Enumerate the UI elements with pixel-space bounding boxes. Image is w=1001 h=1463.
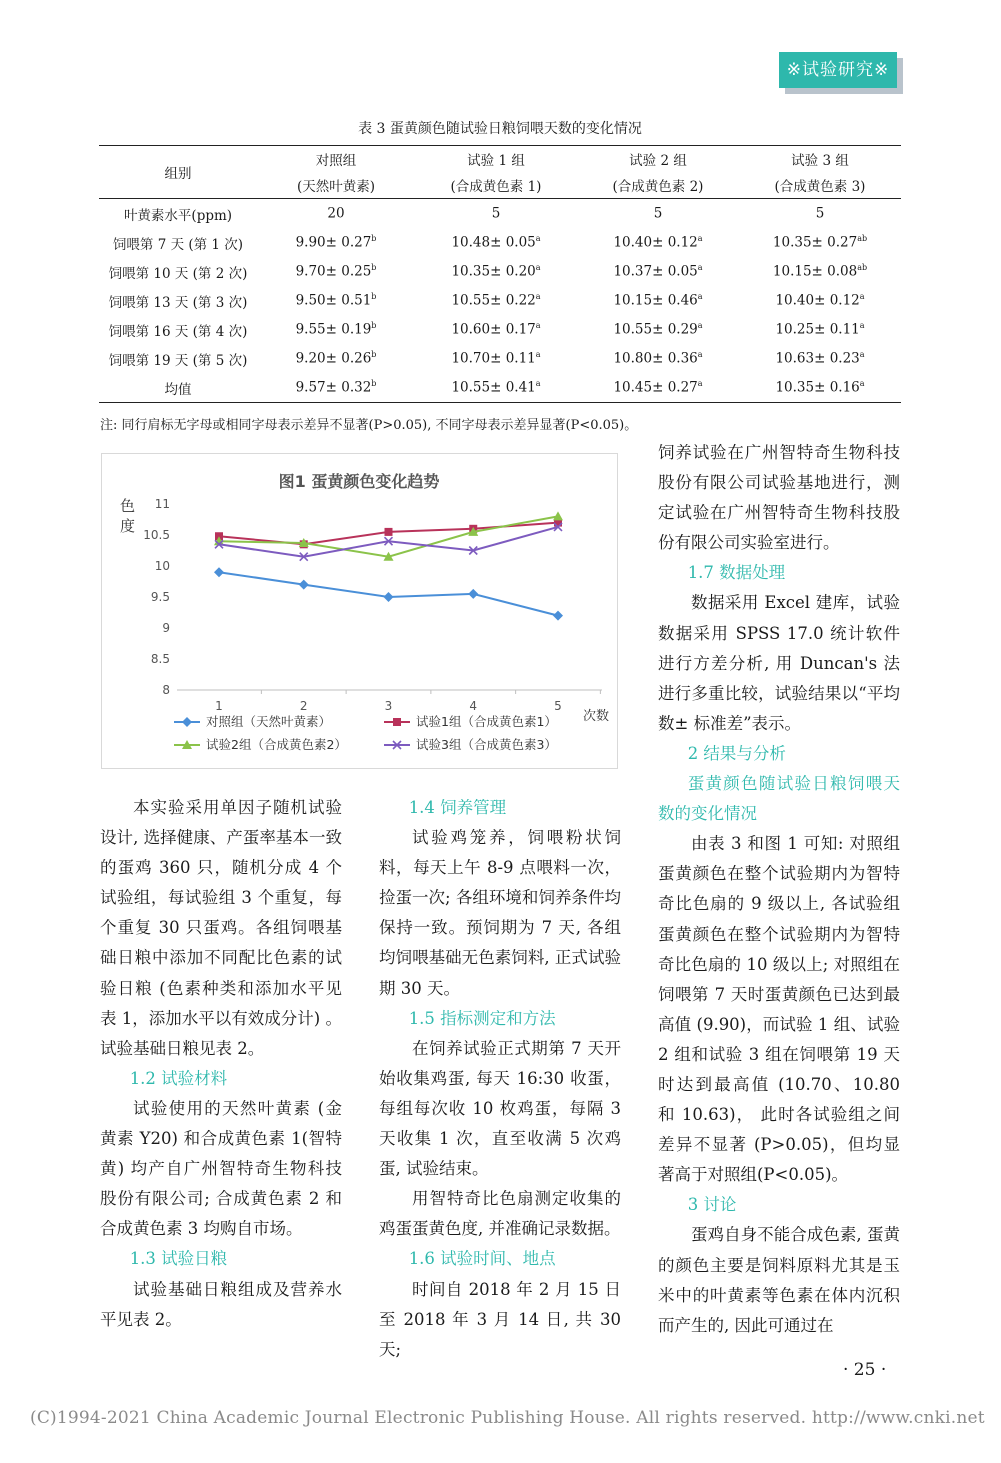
cell-value: 10.63± 0.23 — [775, 350, 860, 367]
y-tick-label: 9.5 — [150, 590, 170, 604]
x-axis-ticks — [215, 690, 600, 713]
table-cell — [739, 373, 901, 403]
paragraph: 在饲养试验正式期第 7 天开始收集鸡蛋, 每天 16:30 收蛋，每组每次收 10 枚鸡蛋，每隔 3 天收集 1 次，直至收满 5 次鸡蛋, 试验结束。 — [379, 1038, 621, 1179]
heading-2-1: 蛋黄颜色随试验日粮饲喂天数的变化情况 — [658, 774, 900, 824]
table-cell — [577, 344, 739, 373]
data-table — [99, 145, 901, 403]
table-cell — [415, 199, 577, 229]
row-label: 饲喂第 7 天 (第 1 次) — [112, 236, 244, 253]
middle-column — [379, 793, 621, 1365]
y-tick-label: 11 — [154, 497, 170, 511]
cell-significance-letter: a — [535, 292, 541, 302]
table-cell — [257, 315, 415, 344]
heading-1-3: 1.3 试验日粮 — [129, 1249, 228, 1269]
cell-value: 10.35± 0.20 — [451, 263, 536, 280]
cell-value: 10.37± 0.05 — [613, 263, 698, 280]
section-badge: ※试验研究※ — [779, 52, 897, 88]
y-tick-label: 10.5 — [143, 528, 170, 542]
table-cell — [577, 286, 739, 315]
data-point — [553, 611, 563, 621]
header-sub-0: (天然叶黄素) — [296, 179, 376, 195]
cell-significance-letter: a — [535, 263, 541, 273]
paragraph: 试验鸡笼养，饲喂粉状饲料，每天上午 8-9 点喂料一次，捡蛋一次; 各组环境和饲养条件均保持一致。预饲期为 7 天, 各组均饲喂基础无色素饲料, 正式试验期 30 天。 — [379, 828, 621, 998]
legend-marker — [182, 717, 192, 727]
legend-item — [384, 714, 557, 729]
table-cell — [577, 257, 739, 286]
y-tick-label: 8.5 — [150, 652, 170, 666]
y-axis-ticks — [143, 497, 170, 697]
table-cell — [739, 199, 901, 229]
cell-value: 10.48± 0.05 — [451, 234, 536, 251]
cell-significance-letter: b — [371, 234, 377, 244]
x-tick-label: 3 — [384, 699, 393, 713]
heading-2: 2 结果与分析 — [687, 743, 786, 763]
left-column — [100, 793, 342, 1335]
row-label: 叶黄素水平(ppm) — [99, 199, 257, 229]
cell-significance-letter: a — [535, 234, 541, 244]
header-col-1: 试验 1 组 — [415, 146, 577, 173]
cell-significance-letter: a — [859, 379, 865, 389]
paragraph: 数据采用 Excel 建库，试验数据采用 SPSS 17.0 统计软件进行方差分析, 用 Duncan's 法进行多重比较，试验结果以“平均数± 标准差”表示。 — [658, 593, 900, 733]
header-col-3: 试验 3 组 — [739, 146, 901, 173]
cell-significance-letter: a — [697, 350, 703, 360]
cell-value: 10.55± 0.22 — [451, 292, 536, 309]
x-tick-label: 4 — [469, 699, 478, 713]
table-cell — [415, 373, 577, 403]
legend-item — [174, 714, 331, 729]
cell-value: 5 — [815, 205, 825, 222]
table-row — [99, 286, 901, 315]
paragraph: 试验使用的天然叶黄素 (金黄素 Y20) 和合成黄色素 1(智特黄) 均产自广州智特奇生物科技股份有限公司; 合成黄色素 2 和合成黄色素 3 均购自市场。 — [100, 1098, 342, 1239]
cell-value: 9.90± 0.27 — [295, 234, 372, 251]
table-cell — [739, 228, 901, 257]
cell-value: 9.20± 0.26 — [295, 350, 372, 367]
table-row — [99, 228, 901, 257]
table-cell — [415, 344, 577, 373]
cell-value: 5 — [491, 205, 501, 222]
table-row — [99, 199, 901, 229]
legend-label: 对照组（天然叶黄素） — [206, 714, 332, 729]
chart-legend — [174, 714, 557, 752]
table-cell — [577, 315, 739, 344]
cell-significance-letter: a — [535, 321, 541, 331]
y-axis-label — [120, 497, 135, 535]
row-label: 饲喂第 13 天 (第 3 次) — [108, 294, 248, 311]
data-point — [468, 589, 478, 599]
row-label: 饲喂第 10 天 (第 2 次) — [108, 265, 248, 282]
y-tick-label: 10 — [154, 559, 170, 573]
chart-series — [214, 511, 563, 620]
legend-label: 试验2组（合成黄色素2） — [206, 737, 347, 752]
series-1 — [214, 567, 563, 620]
row-label: 均值 — [99, 373, 257, 403]
cell-significance-letter: a — [697, 234, 703, 244]
x-tick-label: 2 — [299, 699, 308, 713]
table-body — [99, 199, 901, 403]
legend-label: 试验3组（合成黄色素3） — [416, 737, 557, 752]
data-point — [385, 528, 393, 536]
table-cell — [257, 257, 415, 286]
cell-significance-letter: a — [859, 321, 865, 331]
cell-significance-letter: ab — [857, 263, 868, 273]
cell-value: 20 — [327, 205, 345, 222]
header-sub-1: (合成黄色素 1) — [450, 179, 542, 195]
header-sub-3: (合成黄色素 3) — [774, 179, 866, 195]
table-cell — [577, 373, 739, 403]
series-3 — [214, 511, 563, 560]
data-point — [214, 567, 224, 577]
x-tick-label: 1 — [215, 699, 223, 713]
header-group: 组别 — [99, 146, 257, 199]
legend-item — [174, 737, 347, 752]
paragraph: 由表 3 和图 1 可知: 对照组蛋黄颜色在整个试验期内为智特奇比色扇的 9 级以上, 各试验组蛋黄颜色在整个试验期内为智特奇比色扇的 10 级以上; 对照组在饲喂第 7 天时蛋黄颜色已达到最高值 (9.90)，而试验 1 组、试验 2 组和试验 3 组在饲喂第 19 天时达到最高值 (10.70、10.80 和 10.63)， 此时各试验组之间差异不显著 (P>0.05)，但均显著高于对照组(P<0.05)。 — [658, 834, 900, 1185]
line-chart — [102, 454, 617, 768]
paragraph: 本实验采用单因子随机试验设计, 选择健康、产蛋率基本一致的蛋鸡 360 只，随机分成 4 个试验组，每试验组 3 个重复，每个重复 30 只蛋鸡。各组饲喂基础日粮中添加不同配比色素的试验日粮 (色素种类和添加水平见表 1，添加水平以有效成分计) 。试验基础日粮见表 2。 — [100, 798, 342, 1058]
table-cell — [257, 373, 415, 403]
page-number: · 25 · — [843, 1360, 887, 1380]
table-cell — [739, 344, 901, 373]
table-cell — [739, 315, 901, 344]
cell-significance-letter: ab — [857, 234, 868, 244]
cell-value: 10.40± 0.12 — [775, 292, 860, 309]
table-note: 注: 同行肩标无字母或相同字母表示差异不显著(P>0.05), 不同字母表示差异显著(P<0.05)。 — [100, 418, 638, 433]
cell-significance-letter: a — [535, 379, 541, 389]
paragraph: 试验基础日粮组成及营养水平见表 2。 — [100, 1279, 342, 1329]
data-point — [384, 592, 394, 602]
cell-value: 9.50± 0.51 — [295, 292, 372, 309]
cell-significance-letter: a — [697, 263, 703, 273]
table-cell — [415, 257, 577, 286]
cell-value: 10.35± 0.16 — [775, 379, 860, 396]
cell-significance-letter: b — [371, 292, 377, 302]
cell-significance-letter: a — [859, 350, 865, 360]
heading-1-7: 1.7 数据处理 — [687, 563, 786, 583]
cell-value: 9.57± 0.32 — [295, 379, 372, 396]
y-tick-label: 9 — [162, 621, 170, 635]
table-header-row — [99, 146, 901, 173]
table-cell — [257, 286, 415, 315]
y-tick-label: 8 — [162, 683, 170, 697]
cell-value: 9.55± 0.19 — [295, 321, 372, 338]
cell-value: 10.60± 0.17 — [451, 321, 536, 338]
x-tick-label: 5 — [554, 699, 562, 713]
cell-significance-letter: a — [697, 321, 703, 331]
table-row — [99, 257, 901, 286]
heading-3: 3 讨论 — [687, 1195, 737, 1215]
cell-value: 10.45± 0.27 — [613, 379, 698, 396]
cell-value: 10.55± 0.29 — [613, 321, 698, 338]
table-cell — [257, 344, 415, 373]
data-point — [299, 580, 309, 590]
legend-item — [384, 737, 557, 752]
cell-value: 10.80± 0.36 — [613, 350, 698, 367]
row-label: 饲喂第 19 天 (第 5 次) — [108, 352, 248, 369]
chart-title: 图1 蛋黄颜色变化趋势 — [278, 472, 440, 491]
cell-value: 5 — [653, 205, 663, 222]
table-row — [99, 344, 901, 373]
table-cell — [577, 199, 739, 229]
table-cell — [739, 286, 901, 315]
paragraph: 蛋鸡自身不能合成色素, 蛋黄的颜色主要是饲料原料尤其是玉米中的叶黄素等色素在体内沉积而产生的, 因此可通过在 — [658, 1225, 900, 1335]
series-2 — [215, 519, 562, 549]
table-cell — [257, 228, 415, 257]
cell-significance-letter: a — [859, 292, 865, 302]
x-axis-label: 次数 — [583, 709, 610, 724]
cell-significance-letter: b — [371, 321, 377, 331]
cell-significance-letter: b — [371, 379, 377, 389]
heading-1-6: 1.6 试验时间、地点 — [408, 1249, 556, 1269]
y-axis-label-char: 色 — [120, 497, 136, 515]
paragraph: 用智特奇比色扇测定收集的鸡蛋蛋黄色度, 并准确记录数据。 — [379, 1189, 621, 1239]
header-col-0: 对照组 — [257, 146, 415, 173]
table-row — [99, 373, 901, 403]
cell-value: 10.15± 0.46 — [613, 292, 698, 309]
header-col-2: 试验 2 组 — [577, 146, 739, 173]
cell-value: 10.35± 0.27 — [772, 234, 858, 251]
table-cell — [415, 286, 577, 315]
chart-container — [101, 453, 618, 769]
paragraph: 饲养试验在广州智特奇生物科技股份有限公司试验基地进行，测定试验在广州智特奇生物科技股份有限公司实验室进行。 — [658, 443, 900, 553]
table-cell — [257, 199, 415, 229]
table-cell — [577, 228, 739, 257]
cell-value: 10.40± 0.12 — [613, 234, 698, 251]
y-axis-label-char: 度 — [120, 517, 136, 535]
legend-label: 试验1组（合成黄色素1） — [416, 714, 557, 729]
series-line — [219, 516, 558, 556]
cell-significance-letter: a — [697, 379, 703, 389]
right-column-top — [658, 438, 900, 1341]
data-point — [553, 511, 563, 520]
table-cell — [739, 257, 901, 286]
table-cell — [415, 228, 577, 257]
table-row — [99, 315, 901, 344]
legend-marker — [393, 718, 401, 726]
cell-value: 10.70± 0.11 — [451, 350, 536, 367]
cell-value: 10.25± 0.11 — [775, 321, 860, 338]
cell-significance-letter: a — [697, 292, 703, 302]
copyright-footer: (C)1994-2021 China Academic Journal Electronic Publishing House. All rights reserved. http://www.cnki.net — [30, 1408, 985, 1428]
heading-1-5: 1.5 指标测定和方法 — [408, 1008, 556, 1028]
heading-1-4: 1.4 饲养管理 — [408, 798, 507, 817]
cell-value: 9.70± 0.25 — [295, 263, 372, 280]
cell-significance-letter: b — [371, 263, 377, 273]
cell-value: 10.55± 0.41 — [451, 379, 536, 396]
row-label: 饲喂第 16 天 (第 4 次) — [108, 323, 248, 340]
paragraph: 时间自 2018 年 2 月 15 日至 2018 年 3 月 14 日, 共 30 天; — [379, 1279, 621, 1359]
table-title: 表 3 蛋黄颜色随试验日粮饲喂天数的变化情况 — [358, 121, 642, 137]
cell-significance-letter: a — [535, 350, 541, 360]
cell-significance-letter: b — [371, 350, 377, 360]
table-cell — [415, 315, 577, 344]
heading-1-2: 1.2 试验材料 — [129, 1068, 228, 1088]
header-sub-2: (合成黄色素 2) — [612, 179, 704, 195]
cell-value: 10.15± 0.08 — [772, 263, 858, 280]
